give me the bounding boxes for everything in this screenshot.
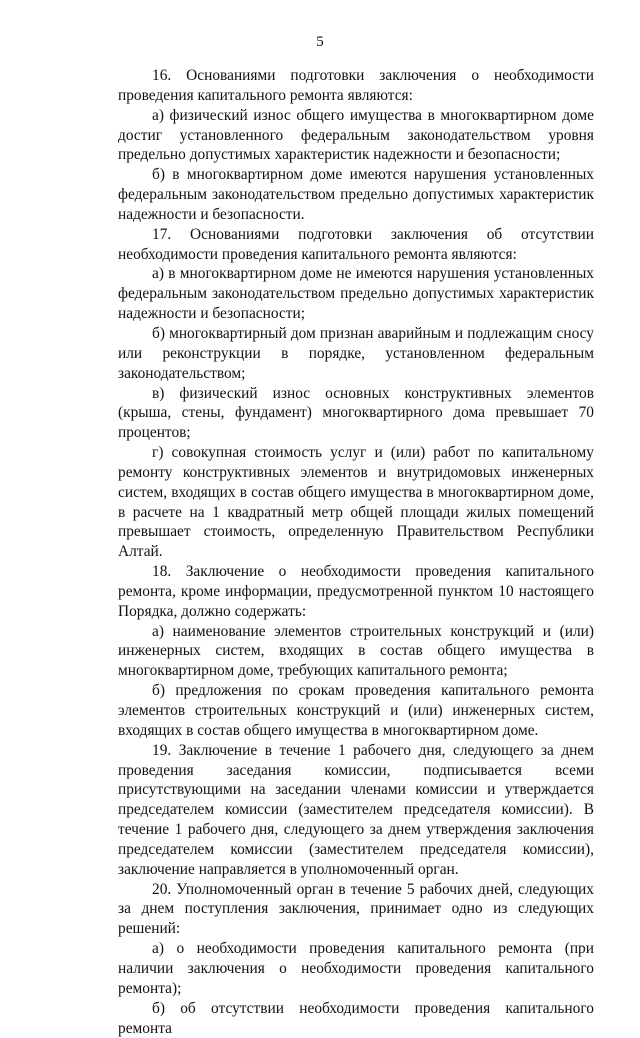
paragraph-17-d: г) совокупная стоимость услуг и (или) работ по капитальному ремонту конструктивных элементов и внутридомовых инженерных систем, входящих в состав общего имущества в многоквартирном доме, в расчете на 1 квадратный метр общей площади жилых помещений превышает стоимость, определенную Правительством Республики Алтай. [118, 444, 594, 561]
paragraph-17-c: в) физический износ основных конструктивных элементов (крыша, стены, фундамент) многоквартирного дома превышает 70 процентов; [118, 384, 594, 442]
paragraph-20-a: а) о необходимости проведения капитального ремонта (при наличии заключения о необходимости проведения капитального ремонта); [118, 940, 594, 997]
page-number: 5 [316, 34, 324, 50]
paragraph-17-a: а) в многоквартирном доме не имеются нарушения установленных федеральным законодательством предельно допустимых характеристик надежности и безопасности; [118, 265, 594, 323]
paragraph-20: 20. Уполномоченный орган в течение 5 рабочих дней, следующих за днем поступления заключения, принимает одно из следующих решений: [118, 880, 594, 938]
paragraph-16-a: а) физический износ общего имущества в многоквартирном доме достиг установленного федеральным законодательством уровня предельно допустимых характеристик надежности и безопасности; [118, 106, 594, 164]
paragraph-20-b: б) об отсутствии необходимости проведения капитального ремонта [118, 999, 594, 1037]
paragraph-16-b: б) в многоквартирном доме имеются нарушения установленных федеральным законодательством предельно допустимых характеристик надежности и безопасности. [118, 166, 594, 223]
paragraph-17-b: б) многоквартирный дом признан аварийным и подлежащим сносу или реконструкции в порядке, установленном федеральным законодательством; [118, 324, 594, 382]
paragraph-19: 19. Заключение в течение 1 рабочего дня, следующего за днем проведения заседания комиссии, подписывается всеми присутствующими на заседании членами комиссии и утверждается председателем комиссии (заместителем председателя комиссии). В течение 1 рабочего дня, следующего за днем утверждения заключения председателем комиссии (заместителем председателя комиссии), заключение направляется в уполномоченный орган. [118, 741, 594, 878]
paragraph-17: 17. Основаниями подготовки заключения об отсутствии необходимости проведения капитального ремонта являются: [118, 225, 594, 263]
paragraph-18-a: а) наименование элементов строительных конструкций и (или) инженерных систем, входящих в состав общего имущества в многоквартирном доме, требующих капитального ремонта; [118, 622, 594, 680]
paragraph-18: 18. Заключение о необходимости проведения капитального ремонта, кроме информации, предусмотренной пунктом 10 настоящего Порядка, должно содержать: [118, 563, 594, 620]
document-body [118, 66, 594, 1038]
paragraph-18-b: б) предложения по срокам проведения капитального ремонта элементов строительных конструкций и (или) инженерных систем, входящих в состав общего имущества в многоквартирном доме. [118, 682, 594, 739]
paragraph-16: 16. Основаниями подготовки заключения о необходимости проведения капитального ремонта являются: [118, 67, 594, 104]
